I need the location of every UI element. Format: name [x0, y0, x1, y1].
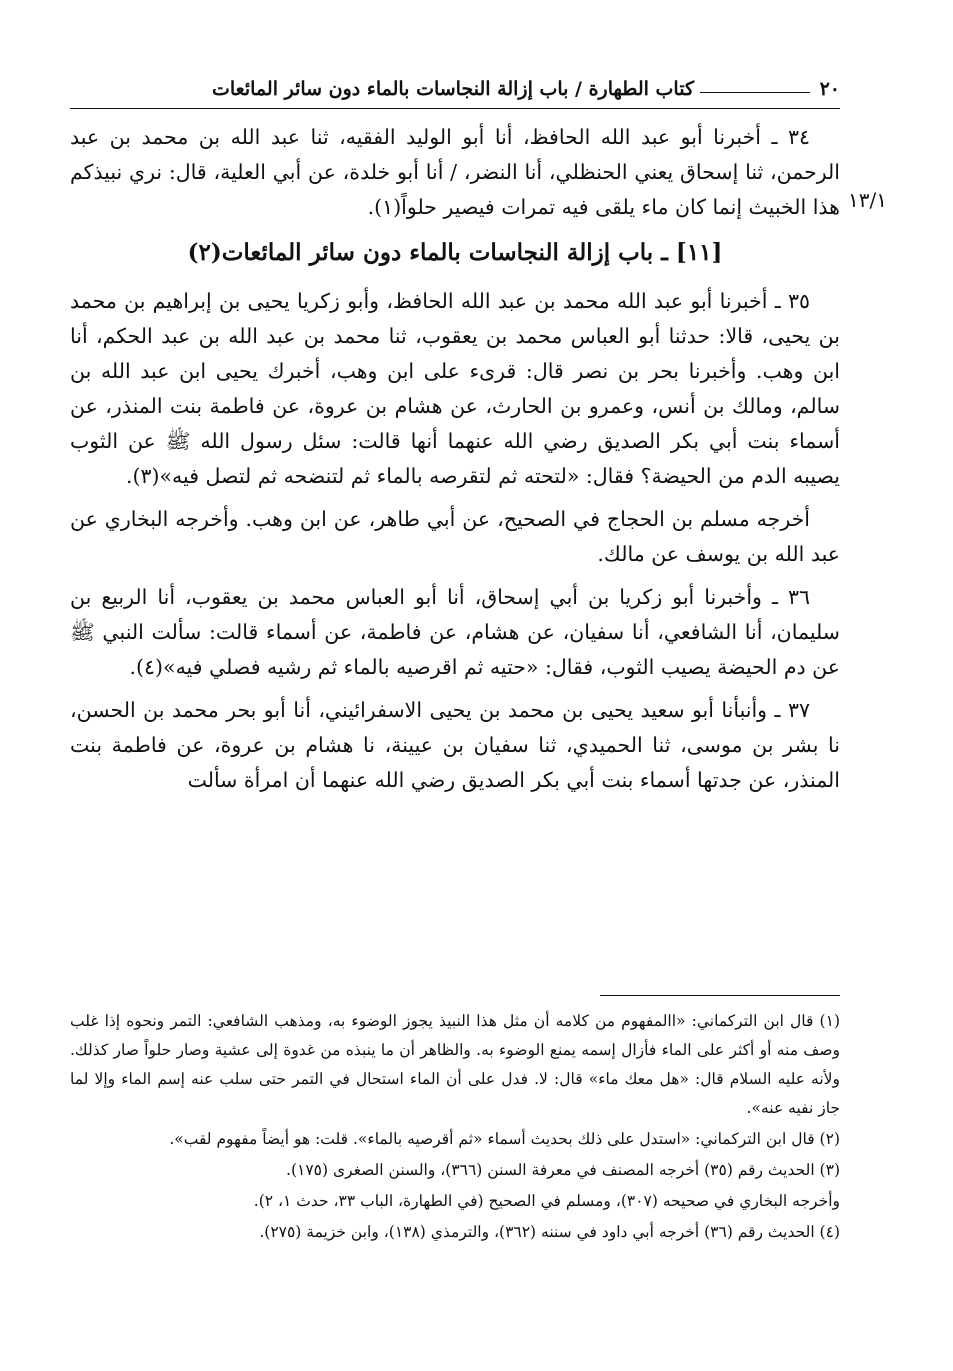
footnote-2: (٢) قال ابن التركماني: «استدل على ذلك بحديث أسماء «ثم أقرصيه بالماء». قلت: هو أيضاً مفهوم لقب».: [169, 1130, 840, 1148]
header-underline: [70, 108, 840, 109]
page-number: ٢٠: [819, 78, 840, 100]
header-rule: [700, 92, 810, 93]
footnote-3-continued: وأخرجه البخاري في صحيحه (٣٠٧)، ومسلم في الصحيح (في الطهارة، الباب ٣٣، حدث ١، ٢).: [253, 1192, 840, 1210]
paragraph-37: ٣٧ ـ وأنبأنا أبو سعيد يحيى بن محمد بن يحيى الاسفرائيني، أنا أبو بحر محمد بن الحسن، نا بشر بن موسى، ثنا الحميدي، ثنا سفيان بن عيينة، نا هشام بن عروة، عن فاطمة بنت المنذر، عن جدتها أسماء بنت أبي بكر الصديق رضي الله عنهما أن امرأة سألت: [70, 698, 840, 792]
footnote-3: (٣) الحديث رقم (٣٥) أخرجه المصنف في معرفة السنن (٣٦٦)، والسنن الصغرى (١٧٥).: [286, 1161, 840, 1179]
margin-note: ١٣/١: [848, 188, 887, 212]
main-text: [70, 120, 840, 798]
section-title: [١١] ـ باب إزالة النجاسات بالماء دون سائر المائعات(٢): [187, 239, 723, 266]
paragraph-35: ٣٥ ـ أخبرنا أبو عبد الله محمد بن عبد الله الحافظ، وأبو زكريا يحيى بن إبراهيم بن محمد بن يحيى، قالا: حدثنا أبو العباس محمد بن يعقوب، ثنا محمد بن عبد الله بن عبد الحكم، أنا ابن وهب. وأخبرنا بحر بن نصر قال: قرىء على ابن وهب، أخبرك يحيى ابن عبد الله بن سالم، ومالك بن أنس، وعمرو بن الحارث، عن هشام بن عروة، عن فاطمة بنت المنذر، عن أسماء بنت أبي بكر الصديق رضي الله عنهما أنها قالت: سئل رسول الله ﷺ عن الثوب يصيبه الدم من الحيضة؟ فقال: «لتحته ثم لتقرصه بالماء ثم لتنضحه ثم لتصل فيه»(٣).: [70, 289, 840, 488]
paragraph-36: ٣٦ ـ وأخبرنا أبو زكريا بن أبي إسحاق، أنا أبو العباس محمد بن يعقوب، أنا الربيع بن سليمان، أنا الشافعي، أنا سفيان، عن هشام، عن فاطمة، عن أسماء قالت: سألت النبي ﷺ عن دم الحيضة يصيب الثوب، فقال: «حتيه ثم اقرصيه بالماء ثم رشيه فصلي فيه»(٤).: [70, 585, 840, 679]
footnote-1: (١) قال ابن التركماني: «االمفهوم من كلامه أن مثل هذا النبيذ يجوز الوضوء به، ومذهب الشافعي: التمر ونحوه إذا غلب وصف منه أو أكثر على الماء فأزال إسمه يمنع الوضوء به. والظاهر أن ما ينبذه من غدوة إلى عشية وصار حلواً صار كذلك. ولأنه عليه السلام قال: «هل معك ماء» قال: لا. فدل على أن الماء استحال في التمر حتى سلب عنه إسم الماء وإلا لما جاز نفيه عنه».: [70, 1012, 840, 1117]
running-header: [70, 78, 840, 104]
footnote-4: (٤) الحديث رقم (٣٦) أخرجه أبي داود في سننه (٣٦٢)، والترمذي (١٣٨)، وابن خزيمة (٢٧٥).: [259, 1223, 840, 1241]
footnotes: [70, 995, 840, 1249]
paragraph-34: ٣٤ ـ أخبرنا أبو عبد الله الحافظ، أنا أبو الوليد الفقيه، ثنا عبد الله بن محمد بن عبد الرحمن، ثنا إسحاق يعني الحنظلي، أنا النضر، / أنا أبو خلدة، عن أبي العلية، قال: نري نبيذكم هذا الخبيث إنما كان ماء يلقى فيه تمرات فيصير حلواً(١).: [70, 125, 840, 219]
paragraph-takhrij: أخرجه مسلم بن الحجاج في الصحيح، عن أبي طاهر، عن ابن وهب. وأخرجه البخاري عن عبد الله بن يوسف عن مالك.: [70, 507, 840, 566]
page-content: [70, 78, 840, 806]
footnote-rule: [600, 995, 840, 996]
header-title: كتاب الطهارة / باب إزالة النجاسات بالماء دون سائر المائعات: [212, 78, 694, 100]
